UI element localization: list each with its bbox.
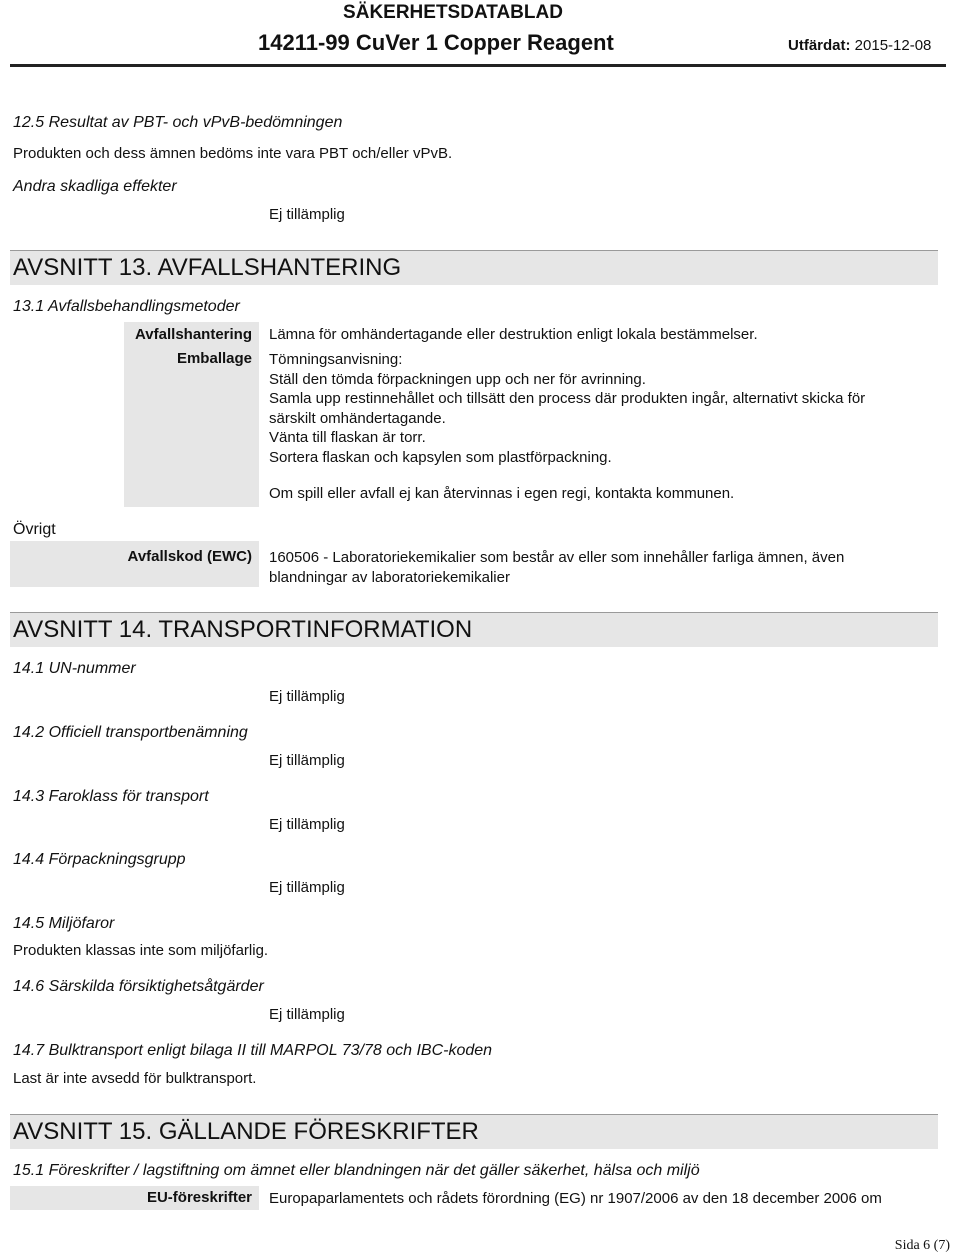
product-name: 14211-99 CuVer 1 Copper Reagent (258, 30, 614, 55)
packing-group-value: Ej tillämplig (269, 879, 345, 896)
pbt-heading: 12.5 Resultat av PBT- och vPvB-bedömningen (13, 114, 343, 131)
packaging-line: Vänta till flaskan är torr. (269, 429, 426, 446)
hazard-class-value: Ej tillämplig (269, 816, 345, 833)
eu-label-box (10, 1186, 259, 1210)
precautions-heading: 14.6 Särskilda försiktighetsåtgärder (13, 978, 264, 995)
waste-label-column (124, 322, 259, 507)
pbt-text: Produkten och dess ämnen bedöms inte vara PBT och/eller vPvB. (13, 145, 453, 162)
transport-name-value: Ej tillämplig (269, 752, 345, 769)
hazard-class-heading: 14.3 Faroklass för transport (13, 788, 209, 805)
ewc-label-box (10, 541, 259, 587)
other-label: Övrigt (13, 521, 56, 538)
section-14-header (10, 612, 938, 647)
packaging-line: Sortera flaskan och kapsylen som plastförpackning. (269, 448, 612, 466)
packaging-line: Tömningsanvisning: (269, 351, 403, 368)
transport-name-heading: 14.2 Officiell transportbenämning (13, 724, 248, 741)
environmental-hazards-heading: 14.5 Miljöfaror (13, 915, 115, 932)
precautions-value: Ej tillämplig (269, 1006, 345, 1023)
eu-regulations-value: Europaparlamentets och rådets förordning (EG) nr 1907/2006 av den 18 december 2006 om (269, 1190, 882, 1207)
page-number: Sida 6 (7) (894, 1238, 950, 1253)
ewc-line: blandningar av laboratoriekemikalier (269, 568, 510, 586)
packaging-label: Emballage (176, 350, 252, 367)
environmental-hazards-text: Produkten klassas inte som miljöfarlig. (13, 942, 269, 959)
issued-value: 2015-12-08 (854, 37, 932, 54)
eu-regulations-label: EU-föreskrifter (146, 1189, 252, 1206)
section-15-header (10, 1114, 938, 1149)
packaging-line: Samla upp restinnehållet och tillsätt den process där produkten ingår, alternativt skicka för (269, 390, 866, 407)
ewc-label: Avfallskod (EWC) (127, 548, 252, 565)
ewc-line: 160506 - Laboratoriekemikalier som består av eller som innehåller farliga ämnen, även (269, 549, 845, 566)
section-13-header (10, 250, 938, 285)
packing-group-heading: 14.4 Förpackningsgrupp (13, 851, 186, 868)
packaging-note: Om spill eller avfall ej kan återvinnas i egen regi, kontakta kommunen. (269, 485, 735, 502)
un-number-heading: 14.1 UN-nummer (13, 660, 136, 677)
waste-methods-heading: 13.1 Avfallsbehandlingsmetoder (13, 298, 240, 315)
un-number-value: Ej tillämplig (269, 688, 345, 705)
header-divider (10, 64, 946, 67)
other-effects-value: Ej tillämplig (269, 206, 345, 223)
other-effects-heading: Andra skadliga effekter (13, 178, 177, 195)
packaging-line: Ställ den tömda förpackningen upp och ner för avrinning. (269, 370, 646, 388)
regulations-heading: 15.1 Föreskrifter / lagstiftning om ämnet eller blandningen när det gäller säkerhet, hälsa och miljö (13, 1162, 700, 1179)
section-13-title: AVSNITT 13. AVFALLSHANTERING (13, 254, 402, 281)
section-15-title: AVSNITT 15. GÄLLANDE FÖRESKRIFTER (13, 1118, 479, 1145)
waste-handling-value: Lämna för omhändertagande eller destruktion enligt lokala bestämmelser. (269, 326, 758, 343)
bulk-transport-heading: 14.7 Bulktransport enligt bilaga II till MARPOL 73/78 och IBC-koden (13, 1042, 493, 1059)
issued-label: Utfärdat: (788, 37, 851, 54)
packaging-line: särskilt omhändertagande. (269, 409, 446, 427)
issued-date (788, 37, 931, 54)
section-14-title: AVSNITT 14. TRANSPORTINFORMATION (13, 616, 473, 643)
document-title: SÄKERHETSDATABLAD (343, 2, 563, 23)
bulk-transport-text: Last är inte avsedd för bulktransport. (13, 1070, 257, 1087)
packaging-instructions (269, 350, 865, 467)
ewc-value (269, 548, 844, 587)
waste-handling-label: Avfallshantering (135, 326, 252, 343)
